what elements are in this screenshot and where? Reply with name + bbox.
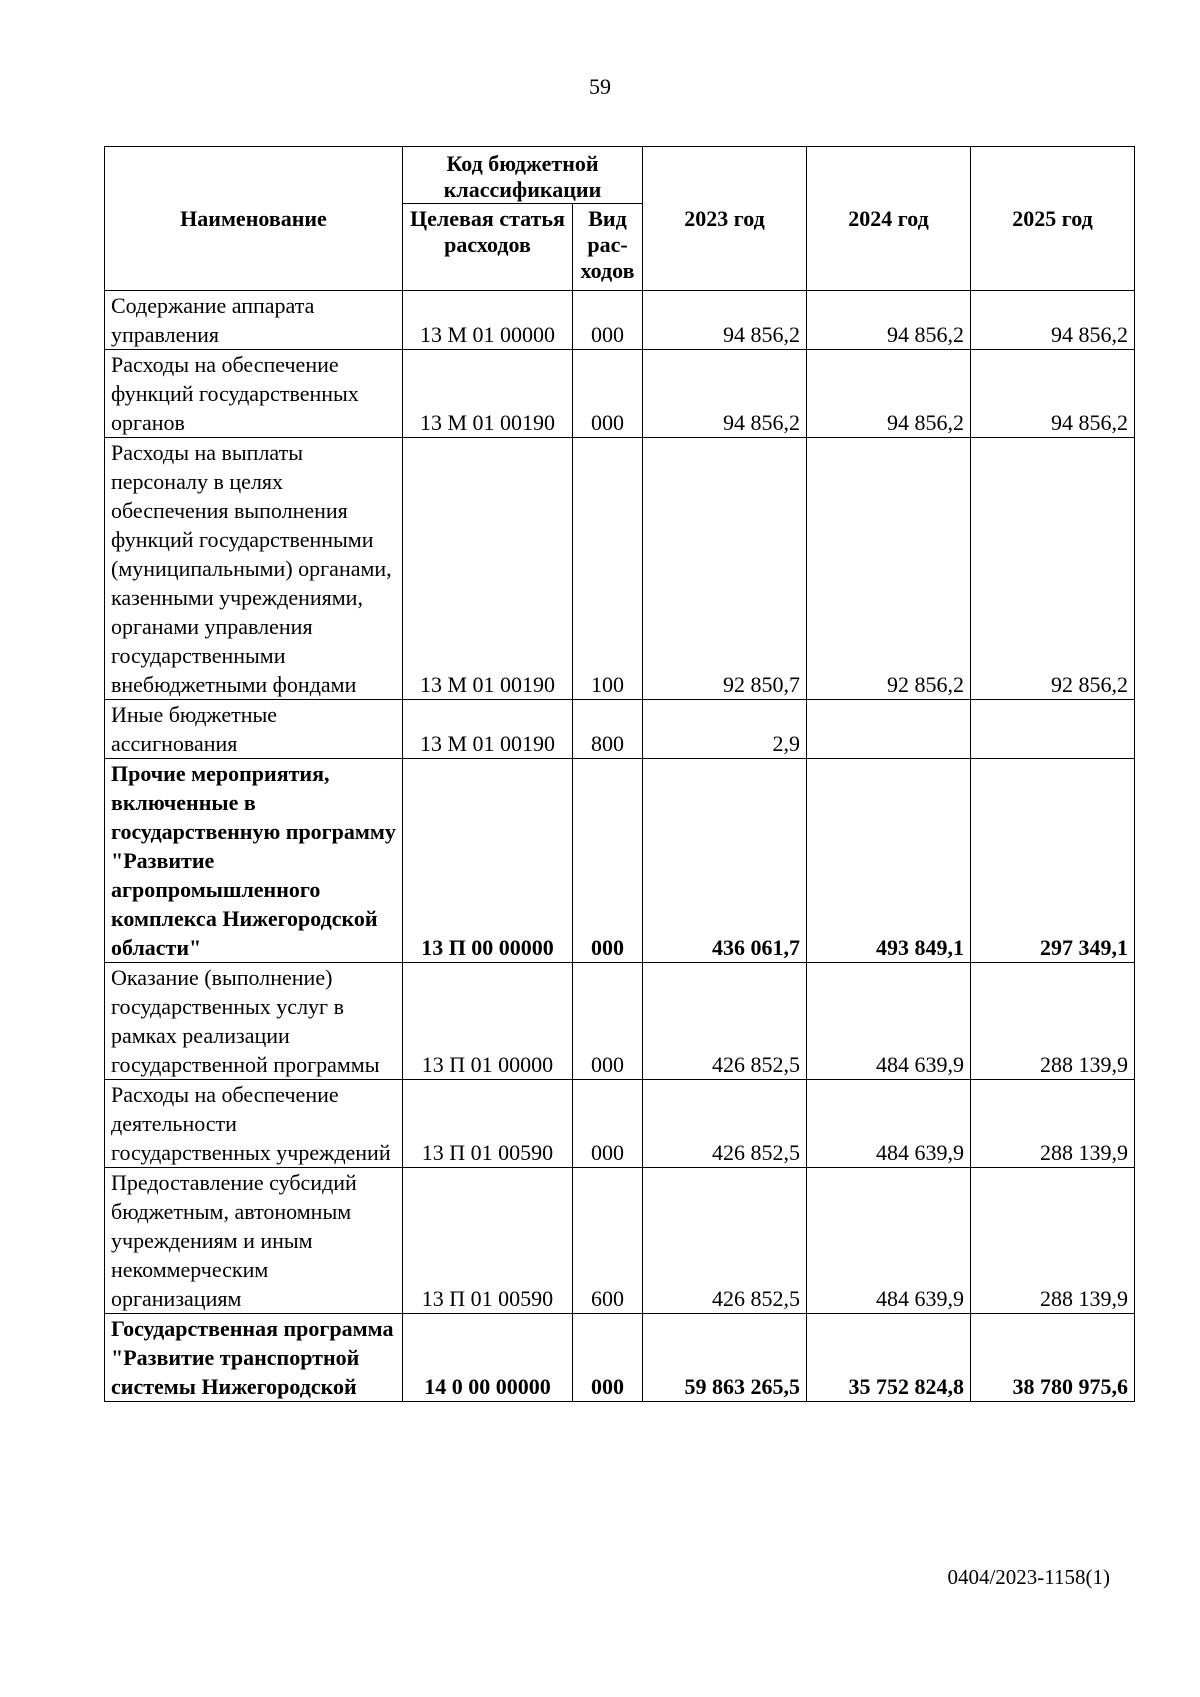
page-number: 59 [589, 74, 611, 99]
row-2025-cell [971, 700, 1135, 759]
row-2025-cell: 38 780 975,6 [971, 1314, 1135, 1402]
row-2025-cell: 288 139,9 [971, 1080, 1135, 1168]
row-2023-cell: 426 852,5 [643, 1168, 807, 1314]
row-2024-cell: 484 639,9 [807, 1080, 971, 1168]
row-code-cell: 13 П 00 00000 [403, 759, 573, 963]
table-row [105, 1314, 1135, 1402]
row-code-cell: 13 М 01 00190 [403, 700, 573, 759]
row-code-cell: 13 М 01 00190 [403, 350, 573, 438]
row-2024-cell: 92 856,2 [807, 438, 971, 700]
table-row [105, 438, 1135, 700]
row-2024-cell: 484 639,9 [807, 1168, 971, 1314]
row-type-cell: 000 [573, 963, 643, 1080]
row-2023-cell: 2,9 [643, 700, 807, 759]
row-code-cell: 13 П 01 00590 [403, 1168, 573, 1314]
row-2023-cell: 94 856,2 [643, 350, 807, 438]
row-2025-cell: 94 856,2 [971, 350, 1135, 438]
row-2023-cell: 426 852,5 [643, 963, 807, 1080]
row-type-cell: 000 [573, 1314, 643, 1402]
row-code-cell: 13 М 01 00190 [403, 438, 573, 700]
table-row [105, 350, 1135, 438]
header-2025: 2025 год [971, 147, 1135, 291]
row-name-cell: Прочие мероприятия, включенные в государственную программу "Развитие агропромышленного комплекса Нижегородской области" [105, 759, 403, 963]
row-name-cell: Оказание (выполнение) государственных услуг в рамках реализации государственной программы [105, 963, 403, 1080]
row-2024-cell: 493 849,1 [807, 759, 971, 963]
row-2025-cell: 297 349,1 [971, 759, 1135, 963]
row-type-cell: 000 [573, 291, 643, 350]
header-code-group: Код бюджетной классификации [403, 147, 643, 204]
row-type-cell: 000 [573, 1080, 643, 1168]
row-name-cell: Иные бюджетные ассигнования [105, 700, 403, 759]
row-name-cell: Расходы на выплаты персоналу в целях обеспечения выполнения функций государственными (муниципальными) органами, казенными учреждениями, органами управления государственными внебюджетными фондами [105, 438, 403, 700]
row-code-cell: 13 М 01 00000 [403, 291, 573, 350]
table-row [105, 291, 1135, 350]
row-type-cell: 000 [573, 350, 643, 438]
table-row [105, 1168, 1135, 1314]
document-code: 0404/2023-1158(1) [947, 1565, 1110, 1589]
row-2023-cell: 426 852,5 [643, 1080, 807, 1168]
row-2023-cell: 92 850,7 [643, 438, 807, 700]
table-row [105, 700, 1135, 759]
row-type-cell: 000 [573, 759, 643, 963]
table-row [105, 759, 1135, 963]
row-code-cell: 13 П 01 00000 [403, 963, 573, 1080]
row-2025-cell: 92 856,2 [971, 438, 1135, 700]
row-type-cell: 600 [573, 1168, 643, 1314]
row-2024-cell: 94 856,2 [807, 350, 971, 438]
row-code-cell: 13 П 01 00590 [403, 1080, 573, 1168]
row-2025-cell: 288 139,9 [971, 963, 1135, 1080]
row-2025-cell: 288 139,9 [971, 1168, 1135, 1314]
row-2024-cell [807, 700, 971, 759]
row-2024-cell: 484 639,9 [807, 963, 971, 1080]
row-code-cell: 14 0 00 00000 [403, 1314, 573, 1402]
header-type: Вид рас-ходов [573, 204, 643, 291]
header-2024: 2024 год [807, 147, 971, 291]
row-2024-cell: 94 856,2 [807, 291, 971, 350]
row-name-cell: Расходы на обеспечение функций государственных органов [105, 350, 403, 438]
header-code: Целевая статья расходов [403, 204, 573, 291]
row-2024-cell: 35 752 824,8 [807, 1314, 971, 1402]
row-2023-cell: 59 863 265,5 [643, 1314, 807, 1402]
table-row [105, 963, 1135, 1080]
row-2023-cell: 94 856,2 [643, 291, 807, 350]
header-2023: 2023 год [643, 147, 807, 291]
header-name: Наименование [105, 147, 403, 291]
row-name-cell: Содержание аппарата управления [105, 291, 403, 350]
table-row [105, 1080, 1135, 1168]
budget-table [104, 146, 1135, 1402]
row-name-cell: Расходы на обеспечение деятельности государственных учреждений [105, 1080, 403, 1168]
row-type-cell: 100 [573, 438, 643, 700]
row-type-cell: 800 [573, 700, 643, 759]
row-2023-cell: 436 061,7 [643, 759, 807, 963]
row-name-cell: Государственная программа "Развитие транспортной системы Нижегородской [105, 1314, 403, 1402]
row-2025-cell: 94 856,2 [971, 291, 1135, 350]
row-name-cell: Предоставление субсидий бюджетным, автономным учреждениям и иным некоммерческим организациям [105, 1168, 403, 1314]
